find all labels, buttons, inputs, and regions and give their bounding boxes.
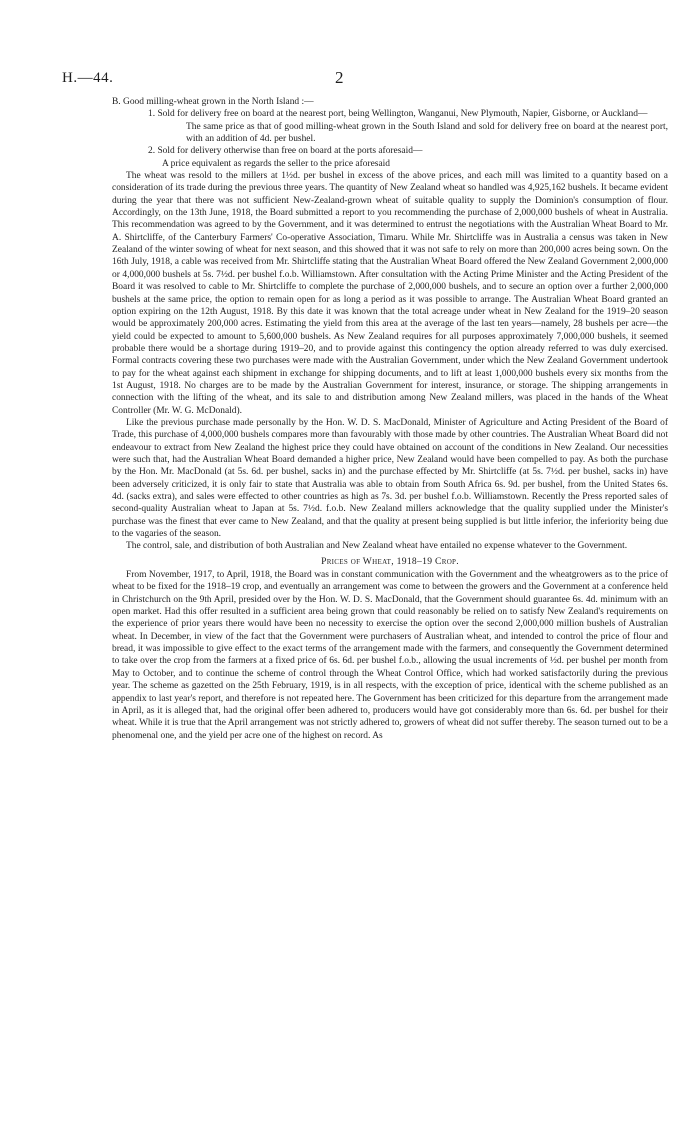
clause-b2-text: A price equivalent as regards the seller to the price aforesaid <box>162 158 390 169</box>
paragraph-prices-1918-19: From November, 1917, to April, 1918, the Board was in constant communication with the Government and the wheatgrowers as to the price of wheat to be fixed for the 1918–19 crop, and eventually an arrangement was come to between the growers and the Government at a conference held in Christchurch on the 9th April, presided over by the Hon. W. D. S. MacDonald, that the Government should guarantee 6s. 4d. minimum with an open market. Had this offer resulted in a sufficient area being grown that could reasonably be relied on to satisfy New Zealand's requirements on the experience of prior years there would have been no necessity to exercise the option over the second 2,000,000 million bushels of Australian wheat. In December, in view of the fact that the Government were purchasers of Australian wheat, and intended to control the price of flour and bread, it was impossible to give effect to the exact terms of the arrangement made with the farmers, and consequently the Government determined to take over the crop from the farmers at a fixed price of 6s. 6d. per bushel f.o.b., allowing the usual increments of ½d. per bushel per month from May to October, and to continue the scheme of control through the Wheat Control Office, which had worked satisfactorily during the previous year. The scheme as gazetted on the 25th February, 1919, is in all respects, with the exception of price, identical with the scheme published as an appendix to last year's report, and therefore is not repeated here. The Government has been criticized for this departure from the arrangement made in April, as it is alleged that, had the original offer been adhered to, producers would have got considerably more than 6s. 6d. per bushel for their wheat. While it is true that the April arrangement was not strictly adhered to, growers of wheat did not suffer thereby. The season turned out to be a phenomenal one, and the yield per acre one of the highest on record. As <box>112 570 668 741</box>
paragraph-previous-purchase: Like the previous purchase made personally by the Hon. W. D. S. MacDonald, Minister of Agriculture and Acting President of the Board of Trade, this purchase of 4,000,000 bushels compares more than favourably with those made by other countries. The Australian Wheat Board did not endeavour to extract from New Zealand the highest price they could have obtained on account of the conditions in New Zealand. Our necessities were such that, had the Australian Wheat Board demanded a higher price, New Zealand would have been compelled to pay. As both the purchase by the Hon. Mr. MacDonald (at 5s. 6d. per bushel, sacks in) and the purchase effected by Mr. Shirtcliffe (at 5s. 7½d. per bushel, sacks in) have been adversely criticized, it is only fair to state that Australia was able to obtain from South Africa 6s. 9d. per bushel, from the United States 6s. 4d. (sacks extra), and sales were effected to other countries as high as 7s. 3d. per bushel f.o.b. Williamstown. Recently the Press reported sales of second-quality Australian wheat to Japan at 5s. 7½d. f.o.b. New Zealand millers acknowledge that the quality supplied under the Minister's purchase was the finest that ever came to New Zealand, and that the quality at present being supplied is but little inferior, the inferiority being due to the vagaries of the season. <box>112 417 668 540</box>
paragraph-wheat-resold: The wheat was resold to the millers at 1½d. per bushel in excess of the above prices, and each mill was limited to a quantity based on a consideration of its trade during the previous three years. The quantity of New Zealand wheat so handled was 4,925,162 bushels. It became evident during the year that there was not sufficient New-Zealand-grown wheat of suitable quality to supply the Dominion's consumption of flour. Accordingly, on the 13th June, 1918, the Board submitted a report to you recommending the purchase of 2,000,000 bushels of wheat in Australia. This recommendation was agreed to by the Government, and it was determined to entrust the negotiations with the Australian Wheat Board to Mr. A. Shirtcliffe, of the Canterbury Farmers' Co-operative Association, Timaru. While Mr. Shirtcliffe was in Australia a census was taken in New Zealand of the winter sowing of wheat for next season, and this showed that it was not safe to rely on more than 200,000 acres being sown. On the 16th July, 1918, a cable was received from Mr. Shirtcliffe stating that the Australian Wheat Board offered the New Zealand Government 2,000,000 or 4,000,000 bushels at 5s. 7½d. per bushel f.o.b. Williamstown. After consultation with the Acting Prime Minister and the Acting President of the Board it was resolved to cable to Mr. Shirtcliffe to complete the purchase of 2,000,000 bushels, and to secure an option over a further 2,000,000 bushels at the same price, the option to remain open for as long a period as it was possible to arrange. The Australian Wheat Board granted an option expiring on the 12th August, 1918. By this date it was known that the total acreage under wheat in New Zealand for the 1919–20 season would be approximately 200,000 acres. Estimating the yield from this area at the average of the last ten years—namely, 28 bushels per acre—the yield could be expected to amount to 5,600,000 bushels. As New Zealand requires for all purposes approximately 7,000,000 bushels, it seemed probable there would be a shortage during 1919–20, and to provide against this contingency the option already referred to was duly exercised. Formal contracts covering these two purchases were made with the Australian Government, under which the New Zealand Government undertook to pay for the wheat against each shipment in exchange for shipping documents, and to lift at least 1,000,000 bushels every six months from the 1st August, 1918. No charges are to be made by the Australian Government for interest, insurance, or storage. The shipping arrangements in connection with the lifting of the wheat, and its sale to and distribution among New Zealand millers, was placed in the hands of the Wheat Controller (Mr. W. G. McDonald). <box>112 171 668 416</box>
document-body <box>112 96 668 742</box>
page-number: 2 <box>335 68 344 87</box>
clause-b1-text: The same price as that of good milling-wheat grown in the South Island and sold for delivery free on board at the nearest port, with an addition of 4d. per bushel. <box>186 121 668 145</box>
clause-b2: 2. Sold for delivery otherwise than free on board at the ports aforesaid— <box>148 146 423 157</box>
clause-b1: 1. Sold for delivery free on board at the nearest port, being Wellington, Wanganui, New Plymouth, Napier, Gisborne, or Auckland— <box>148 109 648 120</box>
report-reference: H.—44. <box>62 70 114 86</box>
paragraph-control-expense: The control, sale, and distribution of both Australian and New Zealand wheat have entailed no expense whatever to the Government. <box>126 541 628 552</box>
section-b-heading: B. Good milling-wheat grown in the North Island :— <box>112 97 314 107</box>
section-heading-prices: Prices of Wheat, 1918–19 Crop. <box>321 555 459 567</box>
